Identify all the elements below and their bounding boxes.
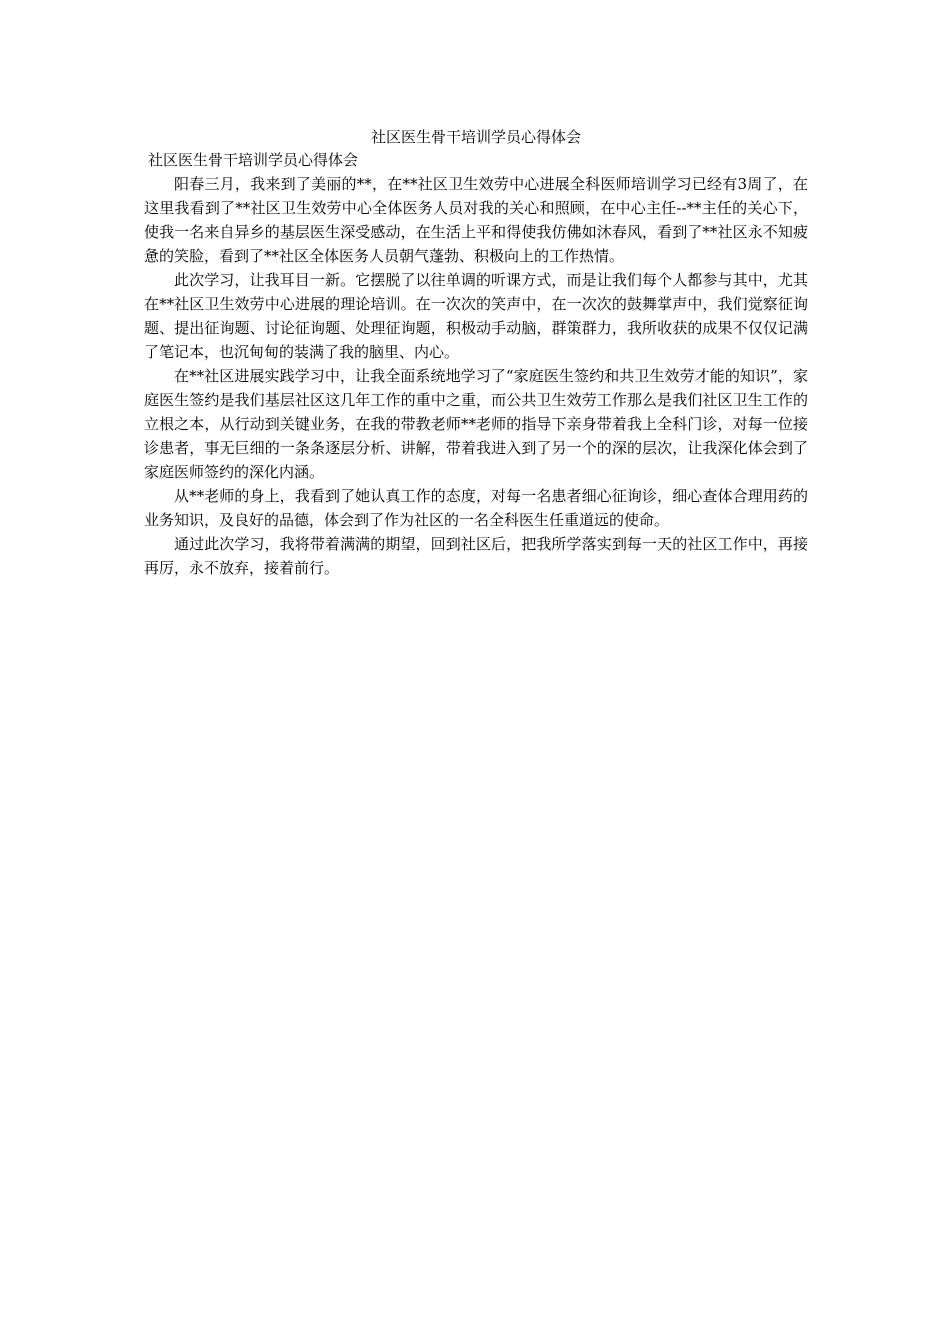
paragraph-4: 从**老师的身上，我看到了她认真工作的态度，对每一名患者细心征询诊，细心查体合理用药的业务知识，及良好的品德，体会到了作为社区的一名全科医生任重道远的使命。 (144, 487, 808, 529)
paragraph-5: 通过此次学习，我将带着满满的期望，回到社区后，把我所学落实到每一天的社区工作中，再接再厉，永不放弃，接着前行。 (144, 535, 808, 577)
paragraph-1: 阳春三月，我来到了美丽的**，在**社区卫生效劳中心进展全科医师培训学习已经有3周了，在这里我看到了**社区卫生效劳中心全体医务人员对我的关心和照顾，在中心主任--**主任的关心下，使我一名来自异乡的基层医生深受感动，在生活上平和得使我仿佛如沐春风，看到了**社区永不知疲惫的笑脸，看到了**社区全体医务人员朝气蓬勃、积极向上的工作热情。 (144, 175, 808, 265)
document-subtitle: 社区医生骨干培训学员心得体会 (148, 151, 359, 169)
document-body (144, 126, 808, 580)
paragraph-2: 此次学习，让我耳目一新。它摆脱了以往单调的听课方式，而是让我们每个人都参与其中，尤其在**社区卫生效劳中心进展的理论培训。在一次次的笑声中，在一次次的鼓舞掌声中，我们觉察征询题、提出征询题、讨论征询题、处理征询题，积极动手动脑，群策群力，我所收获的成果不仅仅记满了笔记本，也沉甸甸的装满了我的脑里、内心。 (144, 271, 808, 361)
paragraph-3: 在**社区进展实践学习中，让我全面系统地学习了“家庭医生签约和共卫生效劳才能的知识”，家庭医生签约是我们基层社区这几年工作的重中之重，而公共卫生效劳工作那么是我们社区卫生工作的立根之本，从行动到关键业务，在我的带教老师**老师的指导下亲身带着我上全科门诊，对每一位接诊患者，事无巨细的一条条逐层分析、讲解，带着我进入到了另一个的深的层次，让我深化体会到了家庭医师签约的深化内涵。 (144, 367, 808, 481)
document-title: 社区医生骨干培训学员心得体会 (370, 128, 581, 146)
